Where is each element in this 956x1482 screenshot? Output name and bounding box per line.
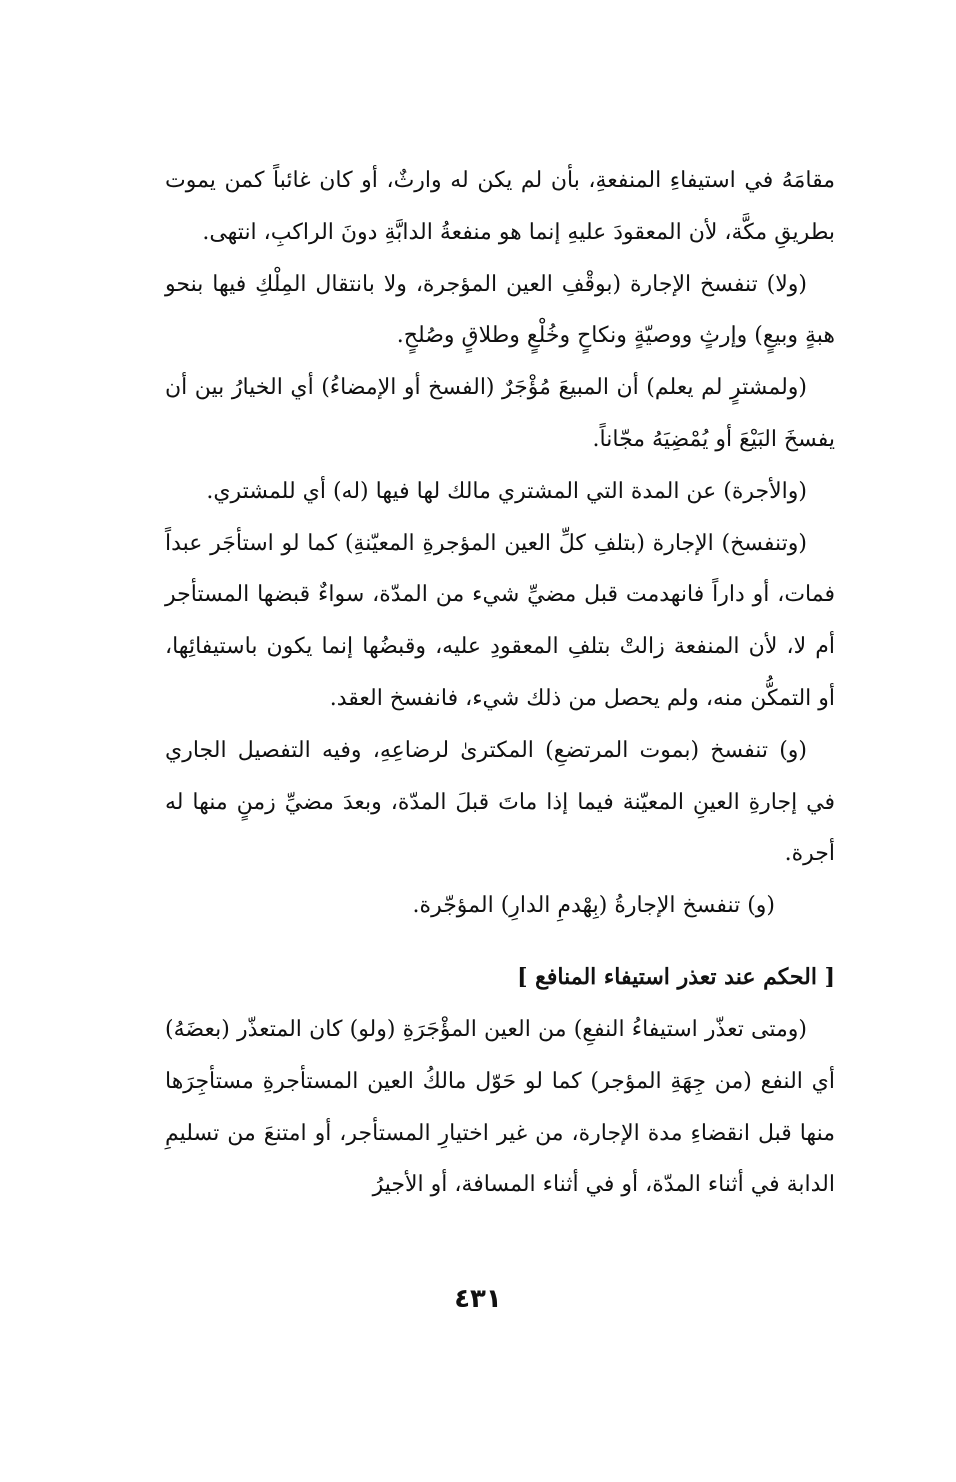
- section-heading: [ الحكم عند تعذر استيفاء المنافع ]: [517, 963, 835, 990]
- paragraph-waqf: (ولا) تنفسخ الإجارة (بوقْفِ العين المؤجرة، ولا بانتقال المِلْكِ فيها بنحو هبةٍ وبيعٍ) وإرثٍ ووصيّةٍ ونكاحٍ وخُلْعٍ وطلاقٍ وصُلحٍ.: [165, 271, 835, 349]
- page-number: ٤٣١: [454, 1284, 502, 1314]
- paragraph-rent: (والأجرة) عن المدة التي المشتري مالك لها فيها (له) أي للمشتري.: [206, 478, 807, 504]
- paragraph-impossibility: (ومتى تعذّر استيفاءُ النفعِ) من العين المؤْجَرَةِ (ولو) كان المتعذّر (بعضَهُ) أي النفع (من جِهَةِ المؤجر) كما لو حَوّل مالكُ العين المستأجرةِ مستأجِرَها منها قبل انقضاءِ مدة الإجارة، من غير اختيارِ المستأجر، أو امتنعَ من تسليمِ الدابة في أثناء المدّة، أو في أثناء المسافة، أو الأجيرُ: [165, 1016, 835, 1198]
- paragraph-buyer: (ولمشترٍ لم يعلم) أن المبيعَ مُؤْجَرٌ (الفسخ أو الإمضاءُ) أي الخيارُ بين أن يفسخَ البَيْعَ أو يُمْضِيَهُ مجّاناً.: [165, 375, 835, 452]
- paragraph-nursling: (و) تنفسخ (بموت المرتضعِ) المكترىٰ لرضاعِهِ، وفيه التفصيل الجاري في إجارةِ العينِ المعيّنة فيما إذا ماتَ قبلَ المدّة، وبعدَ مضيِّ زمنٍ منها له أجرة.: [165, 737, 835, 867]
- page-body: [165, 155, 835, 1211]
- paragraph-destruction: (وتنفسخ) الإجارة (بتلفِ كلِّ العين المؤجرةِ المعيّنةِ) كما لو استأجَر عبداً فمات، أو داراً فانهدمت قبل مضيِّ شيء من المدّة، سواءٌ قبضها المستأجر أم لا، لأن المنفعة زالتْ بتلفِ المعقودِ عليه، وقبضُها إنما يكون باستيفائِها، أو التمكُّن منه، ولم يحصل من ذلك شيء، فانفسخ العقد.: [165, 530, 835, 711]
- paragraph-demolition: (و) تنفسخ الإجارةُ (بِهْدمِ الدارِ) المؤجّرة.: [412, 893, 775, 919]
- paragraph-continuation: مقامَهُ في استيفاءِ المنفعةِ، بأن لم يكن له وارثٌ، أو كان غائباً كمن يموت بطريقِ مكَّة، لأن المعقودَ عليهِ إنما هو منفعةُ الدابَّةِ دونَ الراكبِ، انتهى.: [165, 168, 835, 245]
